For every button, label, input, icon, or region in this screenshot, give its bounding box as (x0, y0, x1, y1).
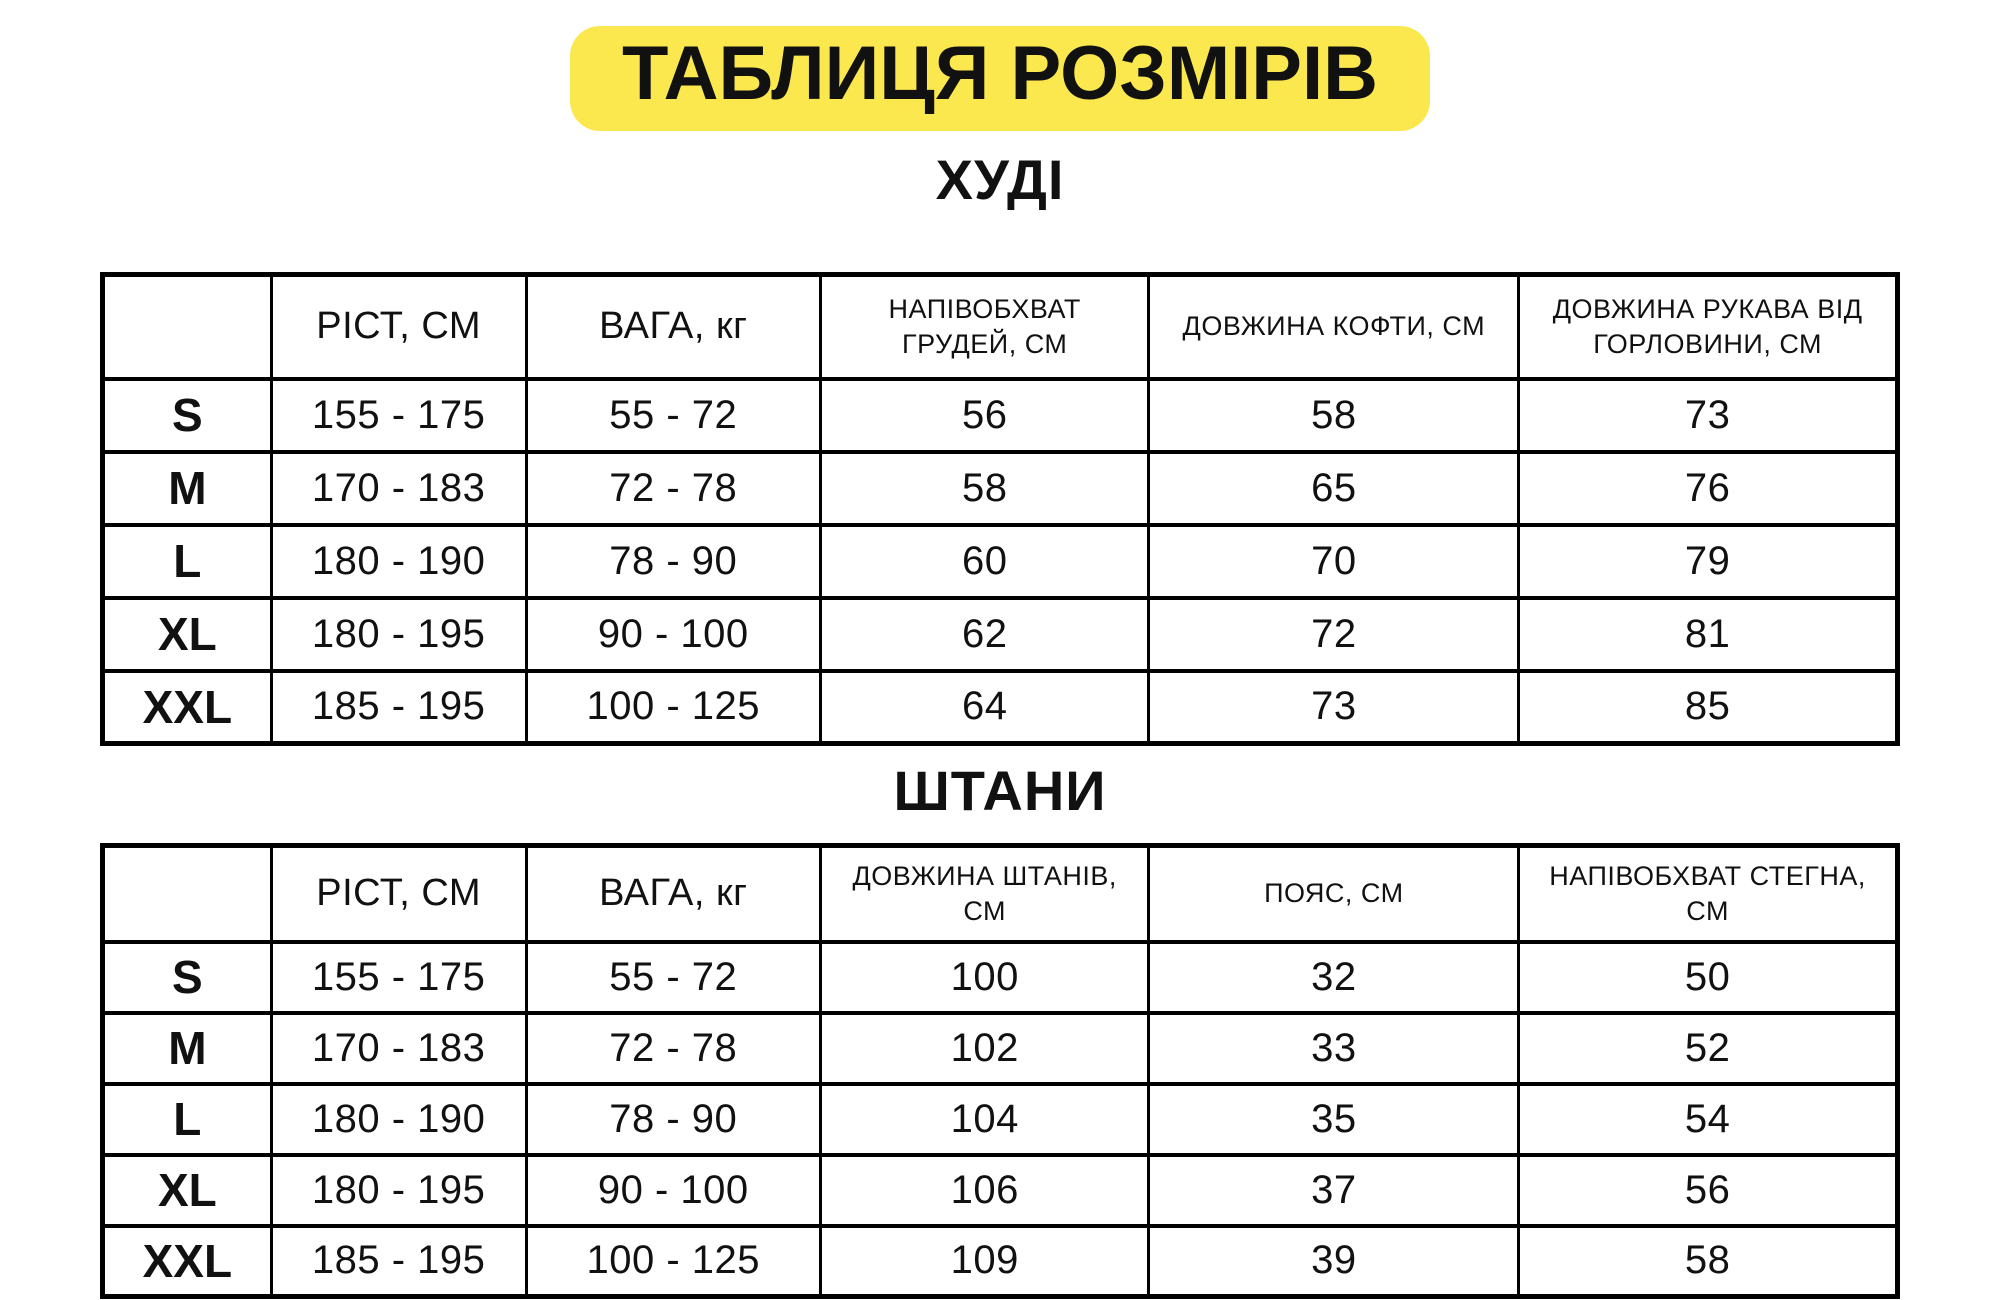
table-row (103, 525, 1898, 598)
value-cell: 35 (1149, 1084, 1519, 1155)
column-header: ДОВЖИНА КОФТИ, СМ (1149, 275, 1519, 379)
value-cell: 109 (820, 1226, 1148, 1297)
value-cell: 72 - 78 (526, 1013, 820, 1084)
table-row (103, 1013, 1898, 1084)
value-cell: 76 (1519, 452, 1898, 525)
column-header: НАПІВОБХВАТ ГРУДЕЙ, СМ (820, 275, 1148, 379)
value-cell: 170 - 183 (271, 452, 526, 525)
value-cell: 81 (1519, 598, 1898, 671)
page-title: ТАБЛИЦЯ РОЗМІРІВ (622, 31, 1378, 116)
hoodie-size-table (100, 272, 1900, 746)
value-cell: 55 - 72 (526, 379, 820, 452)
table-row (103, 671, 1898, 744)
column-header: РІСТ, СМ (271, 846, 526, 942)
column-header: РІСТ, СМ (271, 275, 526, 379)
table-row (103, 598, 1898, 671)
column-header: ПОЯС, СМ (1149, 846, 1519, 942)
value-cell: 32 (1149, 942, 1519, 1013)
value-cell: 100 - 125 (526, 1226, 820, 1297)
title-banner (570, 26, 1430, 131)
value-cell: 56 (1519, 1155, 1898, 1226)
table-row (103, 1226, 1898, 1297)
value-cell: 72 (1149, 598, 1519, 671)
value-cell: 78 - 90 (526, 1084, 820, 1155)
value-cell: 72 - 78 (526, 452, 820, 525)
header-row (103, 846, 1898, 942)
value-cell: 180 - 195 (271, 1155, 526, 1226)
table-row (103, 1155, 1898, 1226)
value-cell: 180 - 190 (271, 1084, 526, 1155)
value-cell: 170 - 183 (271, 1013, 526, 1084)
section-title-hoodie: ХУДІ (935, 148, 1065, 211)
value-cell: 62 (820, 598, 1148, 671)
value-cell: 58 (1519, 1226, 1898, 1297)
column-header: ВАГА, кг (526, 275, 820, 379)
value-cell: 39 (1149, 1226, 1519, 1297)
column-header: ВАГА, кг (526, 846, 820, 942)
size-label: XXL (103, 1226, 272, 1297)
value-cell: 55 - 72 (526, 942, 820, 1013)
size-label: M (103, 1013, 272, 1084)
value-cell: 104 (820, 1084, 1148, 1155)
size-label: L (103, 1084, 272, 1155)
table-row (103, 379, 1898, 452)
value-cell: 52 (1519, 1013, 1898, 1084)
value-cell: 106 (820, 1155, 1148, 1226)
value-cell: 50 (1519, 942, 1898, 1013)
column-header: ДОВЖИНА ШТАНІВ, СМ (820, 846, 1148, 942)
table-row (103, 452, 1898, 525)
value-cell: 56 (820, 379, 1148, 452)
value-cell: 54 (1519, 1084, 1898, 1155)
value-cell: 73 (1519, 379, 1898, 452)
corner-cell (103, 275, 272, 379)
value-cell: 37 (1149, 1155, 1519, 1226)
value-cell: 73 (1149, 671, 1519, 744)
column-header: ДОВЖИНА РУКАВА ВІД ГОРЛОВИНИ, СМ (1519, 275, 1898, 379)
corner-cell (103, 846, 272, 942)
table-row (103, 942, 1898, 1013)
value-cell: 155 - 175 (271, 379, 526, 452)
value-cell: 85 (1519, 671, 1898, 744)
size-label: S (103, 942, 272, 1013)
value-cell: 79 (1519, 525, 1898, 598)
value-cell: 70 (1149, 525, 1519, 598)
value-cell: 65 (1149, 452, 1519, 525)
value-cell: 100 - 125 (526, 671, 820, 744)
pants-size-table (100, 843, 1900, 1299)
header-row (103, 275, 1898, 379)
value-cell: 185 - 195 (271, 1226, 526, 1297)
value-cell: 58 (1149, 379, 1519, 452)
size-label: XXL (103, 671, 272, 744)
value-cell: 78 - 90 (526, 525, 820, 598)
value-cell: 64 (820, 671, 1148, 744)
size-label: XL (103, 1155, 272, 1226)
value-cell: 60 (820, 525, 1148, 598)
size-label: S (103, 379, 272, 452)
column-header: НАПІВОБХВАТ СТЕГНА, СМ (1519, 846, 1898, 942)
table-row (103, 1084, 1898, 1155)
value-cell: 102 (820, 1013, 1148, 1084)
value-cell: 100 (820, 942, 1148, 1013)
section-title-pants: ШТАНИ (893, 759, 1107, 822)
value-cell: 58 (820, 452, 1148, 525)
value-cell: 185 - 195 (271, 671, 526, 744)
value-cell: 90 - 100 (526, 1155, 820, 1226)
value-cell: 90 - 100 (526, 598, 820, 671)
size-label: XL (103, 598, 272, 671)
value-cell: 33 (1149, 1013, 1519, 1084)
value-cell: 180 - 190 (271, 525, 526, 598)
size-label: L (103, 525, 272, 598)
size-label: M (103, 452, 272, 525)
value-cell: 155 - 175 (271, 942, 526, 1013)
value-cell: 180 - 195 (271, 598, 526, 671)
